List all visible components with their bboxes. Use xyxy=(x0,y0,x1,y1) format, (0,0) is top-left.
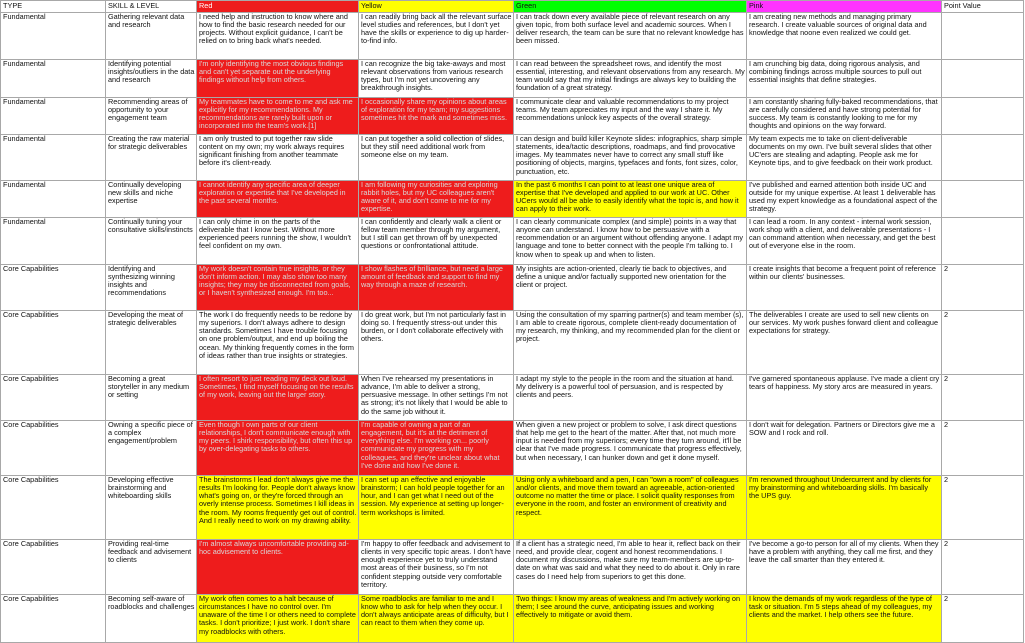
cell-type[interactable] xyxy=(1,421,106,476)
cell-skill[interactable] xyxy=(106,13,197,60)
cell-type[interactable] xyxy=(1,311,106,375)
cell-skill-text: Identifying potential insights/outliers in the data and research xyxy=(108,59,195,85)
cell-pink-text: I create insights that become a frequent point of reference within our clients' businesses. xyxy=(749,264,936,282)
cell-red[interactable] xyxy=(197,60,359,98)
cell-yellow[interactable] xyxy=(359,476,514,540)
cell-points[interactable] xyxy=(942,60,1024,98)
cell-skill[interactable] xyxy=(106,375,197,421)
cell-green[interactable] xyxy=(514,421,747,476)
cell-yellow-text: I'm happy to offer feedback and advisement to clients in very specific topic areas. I don't have enough experience yet to truly understand most areas of their business, so I'm not confident stepping outside very comfortable territory. xyxy=(361,539,511,589)
cell-skill[interactable] xyxy=(106,98,197,135)
cell-type[interactable] xyxy=(1,595,106,643)
cell-skill[interactable] xyxy=(106,181,197,218)
cell-green[interactable] xyxy=(514,311,747,375)
cell-points-text: 2 xyxy=(944,264,949,273)
cell-red-text: I often resort to just reading my deck out loud. Sometimes, I find myself focusing on the results of my work, leaving out the larger story. xyxy=(199,374,354,400)
cell-pink[interactable] xyxy=(747,540,942,595)
cell-green-text: I can clearly communicate complex (and simple) points in a way that anyone can understand. I know how to be persuasive with a recommendation or an argument without offending anyone. I adapt my language and tone to better connect with the people I'm talking to. I know when to speak up and when to listen. xyxy=(516,217,744,259)
cell-red-text: The brainstorms I lead don't always give me the results I'm looking for. People don't always know what's going on, or they're forced through an overly intense process. Sometimes I kill ideas in the room. My rooms frequently get out of control. And I really need to work on my drawing ability. xyxy=(199,475,357,525)
cell-pink-text: The deliverables I create are used to sell new clients on our services. My work pushes forward client and colleague expectations for strategy. xyxy=(749,310,938,336)
cell-type-text: Core Capabilities xyxy=(3,539,59,548)
cell-skill-text: Becoming self-aware of roadblocks and challenges xyxy=(108,594,195,612)
cell-green-text: I can track down every available piece of relevant research on any given topic, from both surface level and academic sources. When I deliver research, the team can be sure that no relevant knowledge has been missed. xyxy=(516,12,744,46)
cell-red-text: I need help and instruction to know where and how to find the basic research needed for our projects. Without explicit guidance, I can't be relied on to bring back what's needed. xyxy=(199,12,348,46)
cell-pink[interactable] xyxy=(747,421,942,476)
cell-yellow[interactable] xyxy=(359,311,514,375)
cell-type[interactable] xyxy=(1,265,106,311)
cell-pink-text: I'm renowned throughout Undercurrent and by clients for my brainstorming and whiteboarding skills. I'm basically the UPS guy. xyxy=(749,475,932,501)
cell-red-text: I'm almost always uncomfortable providing ad-hoc advisement to clients. xyxy=(199,539,349,557)
cell-red-text: My teammates have to come to me and ask me explicitly for my recommendations. My recommendations are rarely built upon or incorporated into the team's work.[1] xyxy=(199,97,353,131)
cell-green-text: I can read between the spreadsheet rows, and identify the most essential, interesting, and relevant observations from any research. My team would say that my initial findings are always key to building the foundation of a great strategy. xyxy=(516,59,745,93)
cell-red[interactable] xyxy=(197,265,359,311)
table-row xyxy=(1,595,1024,643)
cell-type-text: Core Capabilities xyxy=(3,264,59,273)
cell-pink-text: I can lead a room. In any context - internal work session, work shop with a client, and deliverable presentations - I can command attention when necessary, and get the best out of everyone else in the room. xyxy=(749,217,936,251)
cell-skill-text: Continually developing new skills and niche expertise xyxy=(108,180,182,206)
cell-green[interactable] xyxy=(514,98,747,135)
cell-yellow[interactable] xyxy=(359,181,514,218)
cell-red[interactable] xyxy=(197,476,359,540)
table-row xyxy=(1,476,1024,540)
cell-pink-text: I've garnered spontaneous applause. I've made a client cry tears of happiness. My story arcs are measured in years. xyxy=(749,374,940,392)
cell-points[interactable] xyxy=(942,375,1024,421)
cell-skill[interactable] xyxy=(106,135,197,181)
cell-skill[interactable] xyxy=(106,311,197,375)
cell-green[interactable] xyxy=(514,60,747,98)
cell-yellow-text: I'm capable of owning a part of an engagement, but it's at the detriment of everything else. I'm working on... poorly communicate my progress with my colleagues, and they're unclear about what I've done and how I've done it. xyxy=(361,420,500,470)
cell-green[interactable] xyxy=(514,13,747,60)
cell-yellow-text: I can confidently and clearly walk a client or fellow team member through my argument, but I still can get thrown off by unexpected questions or confrontational attitude. xyxy=(361,217,502,251)
cell-pink[interactable] xyxy=(747,60,942,98)
cell-points-text: 2 xyxy=(944,475,949,484)
cell-type-text: Core Capabilities xyxy=(3,420,59,429)
cell-type[interactable] xyxy=(1,181,106,218)
cell-type[interactable] xyxy=(1,218,106,265)
cell-type-text: Fundamental xyxy=(3,59,46,68)
header-point-value[interactable]: Point Value xyxy=(942,1,1024,13)
cell-green[interactable] xyxy=(514,218,747,265)
cell-pink-text: I am crunching big data, doing rigorous analysis, and combining findings across multiple sources to pull out essential insights that define strategies. xyxy=(749,59,922,85)
cell-green[interactable] xyxy=(514,265,747,311)
cell-points[interactable] xyxy=(942,540,1024,595)
cell-skill[interactable] xyxy=(106,540,197,595)
cell-type[interactable] xyxy=(1,375,106,421)
cell-points[interactable] xyxy=(942,421,1024,476)
cell-type-text: Core Capabilities xyxy=(3,310,59,319)
cell-skill-text: Continually tuning your consultative skills/instincts xyxy=(108,217,193,235)
cell-pink[interactable] xyxy=(747,265,942,311)
cell-points-text: 2 xyxy=(944,310,949,319)
cell-pink[interactable] xyxy=(747,181,942,218)
table-row xyxy=(1,135,1024,181)
cell-yellow-text: I am following my curiosities and exploring rabbit holes, but my UC colleagues aren't aware of it, and don't come to me for my expertise. xyxy=(361,180,498,214)
cell-yellow[interactable] xyxy=(359,595,514,643)
rubric-body xyxy=(1,13,1024,643)
cell-yellow[interactable] xyxy=(359,13,514,60)
cell-pink[interactable] xyxy=(747,98,942,135)
cell-skill-text: Gathering relevant data and research xyxy=(108,12,185,30)
cell-yellow[interactable] xyxy=(359,60,514,98)
cell-type[interactable] xyxy=(1,476,106,540)
cell-points-text: 2 xyxy=(944,539,949,548)
cell-pink-text: I've become a go-to person for all of my clients. When they have a problem with anything, they call me first, and they leave the call smarter than they entered it. xyxy=(749,539,939,565)
cell-yellow-text: When I've rehearsed my presentations in advance, I'm able to deliver a strong, persuasive message. In other settings I'm not as strong; it's not likely that I would be able to do the same job without it. xyxy=(361,374,508,416)
cell-type-text: Core Capabilities xyxy=(3,475,59,484)
header-skill-level[interactable]: SKILL & LEVEL xyxy=(106,1,197,13)
cell-skill[interactable] xyxy=(106,60,197,98)
cell-yellow-text: Some roadblocks are familiar to me and I know who to ask for help when they occur. I don't always anticipate areas of difficulty, but I can react to them when they come up. xyxy=(361,594,509,628)
table-row xyxy=(1,540,1024,595)
cell-green-text: I communicate clear and valuable recommendations to my project teams. My team appreciates my input and the way I share it. My recommendations unlock key aspects of the overall strategy. xyxy=(516,97,729,123)
header-type[interactable]: TYPE xyxy=(1,1,106,13)
cell-yellow-text: I occasionally share my opinions about areas of exploration for my team; my suggestions sometimes hit the mark and sometimes miss. xyxy=(361,97,507,123)
cell-green-text: When given a new project or problem to solve, I ask direct questions that help me get to the heart of the matter. After that, not much more input is needed from my superiors; every time they turn around, it'll be clear that I've made progress. I communicate that progress effectively, but when necessary, I can hunker down and get it done myself. xyxy=(516,420,742,462)
cell-yellow-text: I can readily bring back all the relevant surface level studies and references, but I don't yet have the skills or experience to dig up harder-to-find info. xyxy=(361,12,512,46)
cell-points[interactable] xyxy=(942,595,1024,643)
cell-skill[interactable] xyxy=(106,421,197,476)
cell-red[interactable] xyxy=(197,311,359,375)
cell-points[interactable] xyxy=(942,13,1024,60)
cell-pink-text: I am creating new methods and managing primary research. I create valuable sources of original data and knowledge that noone even realized we could get. xyxy=(749,12,927,38)
cell-green[interactable] xyxy=(514,181,747,218)
cell-points[interactable] xyxy=(942,265,1024,311)
cell-points[interactable] xyxy=(942,98,1024,135)
cell-green[interactable] xyxy=(514,135,747,181)
cell-skill[interactable] xyxy=(106,218,197,265)
cell-skill-text: Creating the raw material for strategic deliverables xyxy=(108,134,190,152)
cell-red[interactable] xyxy=(197,181,359,218)
cell-pink[interactable] xyxy=(747,218,942,265)
cell-yellow-text: I can set up an effective and enjoyable brainstorm; I can hold people together for an hour, and I can get what I need out of the session. My experience at setting up longer-term workshops is limited. xyxy=(361,475,505,517)
cell-type-text: Fundamental xyxy=(3,180,46,189)
cell-type[interactable] xyxy=(1,135,106,181)
cell-skill-text: Identifying and synthesizing winning insights and recommendations xyxy=(108,264,175,298)
cell-green-text: My insights are action-oriented, clearly tie back to objectives, and define a unique and/or factually supported new orientation for the client or project. xyxy=(516,264,727,290)
cell-red-text: My work often comes to a halt because of circumstances I have no control over. I'm unaware of the time I or others need to complete tasks. I don't prioritize; I just work. I don't share my roadblocks with others. xyxy=(199,594,356,636)
cell-red[interactable] xyxy=(197,135,359,181)
table-row xyxy=(1,421,1024,476)
cell-yellow-text: I can recognize the big take-aways and most relevant observations from various research types, but I'm not yet uncovering any breakthrough insights. xyxy=(361,59,506,93)
cell-type-text: Core Capabilities xyxy=(3,594,59,603)
cell-green-text: I adapt my style to the people in the room and the situation at hand. My delivery is a powerful tool of persuasion, and is respected by clients and peers. xyxy=(516,374,734,400)
cell-type-text: Fundamental xyxy=(3,12,46,21)
header-green[interactable]: Green xyxy=(514,1,747,13)
cell-skill-text: Becoming a great storyteller in any medium or setting xyxy=(108,374,190,400)
cell-skill[interactable] xyxy=(106,595,197,643)
cell-yellow[interactable] xyxy=(359,540,514,595)
cell-skill-text: Owning a specific piece of a complex engagement/problem xyxy=(108,420,193,446)
cell-yellow-text: I show flashes of brilliance, but need a large amount of feedback and support to find my way through a maze of research. xyxy=(361,264,503,290)
cell-type-text: Core Capabilities xyxy=(3,374,59,383)
cell-green[interactable] xyxy=(514,595,747,643)
cell-points-text: 2 xyxy=(944,374,949,383)
cell-red-text: I cannot identify any specific area of deeper exploration or expertise that I've developed in the past several months. xyxy=(199,180,346,206)
cell-red[interactable] xyxy=(197,218,359,265)
table-row xyxy=(1,265,1024,311)
cell-points[interactable] xyxy=(942,311,1024,375)
cell-green-text: Using the consultation of my sparring partner(s) and team member (s), I am able to create rigorous, complete client-ready documentation of my research, my thinking, and my recommended plan for the client or project. xyxy=(516,310,744,344)
cell-green[interactable] xyxy=(514,375,747,421)
cell-yellow[interactable] xyxy=(359,375,514,421)
cell-type[interactable] xyxy=(1,60,106,98)
cell-red-text: Even though I own parts of our client relationships, I don't communicate enough with my peers. I shirk responsibility, but often this up by over-delegating tasks to others. xyxy=(199,420,353,454)
table-row xyxy=(1,13,1024,60)
cell-pink[interactable] xyxy=(747,595,942,643)
cell-type-text: Fundamental xyxy=(3,217,46,226)
cell-yellow-text: I do great work, but I'm not particularly fast in doing so. I frequently stress-out under this burden, or I don't collaborate effectively with others. xyxy=(361,310,506,344)
cell-pink-text: I don't wait for delegation. Partners or Directors give me a SOW and I rock and roll. xyxy=(749,420,935,438)
header-pink[interactable]: Pink xyxy=(747,1,942,13)
cell-red-text: The work I do frequently needs to be redone by my superiors. I don't always adhere to design standards. Sometimes I have trouble focusing on one problem/output, and end up boiling the ocean. My thinking frequently comes in the form of ideas rather than true insights or strategies. xyxy=(199,310,354,360)
cell-pink[interactable] xyxy=(747,311,942,375)
cell-points[interactable] xyxy=(942,135,1024,181)
cell-yellow[interactable] xyxy=(359,135,514,181)
cell-type-text: Fundamental xyxy=(3,97,46,106)
cell-red[interactable] xyxy=(197,98,359,135)
cell-red-text: I am only trusted to put together raw slide content on my own; my work always requires significant finishing from another teammate before it's client-ready. xyxy=(199,134,345,168)
cell-yellow[interactable] xyxy=(359,265,514,311)
table-row xyxy=(1,98,1024,135)
cell-points-text: 2 xyxy=(944,594,949,603)
cell-skill[interactable] xyxy=(106,476,197,540)
cell-green-text: If a client has a strategic need, I'm able to hear it, reflect back on their need, and provide clear, cogent and honest recommendations. I document my discussions, make sure my team-members are up-to-date on what was said and what they need to do about it. Only in rare cases do I need help from superiors to get this done. xyxy=(516,539,741,581)
cell-green-text: In the past 6 months I can point to at least one unique area of expertise that I've developed and applied to our work at UC. Other UCers would all be able to easily identify what the topic is, and how it can apply to their work. xyxy=(516,180,739,214)
cell-pink[interactable] xyxy=(747,13,942,60)
cell-pink-text: I am constantly sharing fully-baked recommendations, that are carefully considered and have strong potential for success. My team is constantly looking to me for my thoughts and opinions on the way forward. xyxy=(749,97,938,131)
header-red[interactable]: Red xyxy=(197,1,359,13)
cell-red[interactable] xyxy=(197,421,359,476)
cell-points[interactable] xyxy=(942,181,1024,218)
cell-yellow-text: I can put together a solid collection of slides, but they still need additional work from someone else on my team. xyxy=(361,134,505,160)
cell-pink[interactable] xyxy=(747,476,942,540)
cell-red[interactable] xyxy=(197,375,359,421)
cell-yellow[interactable] xyxy=(359,98,514,135)
cell-pink[interactable] xyxy=(747,135,942,181)
cell-type-text: Fundamental xyxy=(3,134,46,143)
cell-pink-text: My team expects me to take on client-deliverable documents on my own. I've built several slides that other UC'ers are stealing and adapting. People ask me for Keynote tips, and to give feedback on their work product. xyxy=(749,134,933,168)
cell-green[interactable] xyxy=(514,540,747,595)
cell-red-text: I'm only identifying the most obvious findings and can't yet separate out the underlying findings without help from others. xyxy=(199,59,344,85)
cell-green-text: I can design and build killer Keynote slides: infographics, sharp simple statements, idea/tactic descriptions, roadmaps, and find provocative images. My teammates never have to correct any small stuff like positioning of objects, margins, typefaces and fonts, font sizes, color, punctuation, etc. xyxy=(516,134,743,176)
table-row xyxy=(1,375,1024,421)
cell-points[interactable] xyxy=(942,476,1024,540)
cell-red[interactable] xyxy=(197,540,359,595)
cell-green[interactable] xyxy=(514,476,747,540)
header-yellow[interactable]: Yellow xyxy=(359,1,514,13)
cell-skill-text: Recommending areas of opportunity to your engagement team xyxy=(108,97,188,123)
table-row xyxy=(1,60,1024,98)
cell-red[interactable] xyxy=(197,595,359,643)
cell-skill-text: Developing effective brainstorming and whiteboarding skills xyxy=(108,475,174,501)
cell-skill-text: Providing real-time feedback and advisement to clients xyxy=(108,539,192,565)
cell-red[interactable] xyxy=(197,13,359,60)
cell-type[interactable] xyxy=(1,13,106,60)
cell-pink[interactable] xyxy=(747,375,942,421)
cell-skill-text: Developing the meat of strategic deliverables xyxy=(108,310,184,328)
cell-skill[interactable] xyxy=(106,265,197,311)
cell-points-text: 2 xyxy=(944,420,949,429)
table-row xyxy=(1,311,1024,375)
cell-yellow[interactable] xyxy=(359,421,514,476)
cell-red-text: I can only chime in on the parts of the deliverable that I know best. Without more experienced peers running the show, I wouldn't feel confident on my own. xyxy=(199,217,351,251)
table-row xyxy=(1,181,1024,218)
cell-points[interactable] xyxy=(942,218,1024,265)
table-row xyxy=(1,218,1024,265)
cell-yellow[interactable] xyxy=(359,218,514,265)
cell-green-text: Using only a whiteboard and a pen, I can "own a room" of colleagues and/or clients, and move them toward an agreeable, action-oriented outcome no matter the time or place. I solicit quality responses from everyone in the room, and foster an environment of creativity and respect. xyxy=(516,475,739,517)
cell-type[interactable] xyxy=(1,540,106,595)
cell-green-text: Two things: I know my areas of weakness and I'm actively working on them; I see around the curve, anticipating issues and working effectively to mitigate or avoid them. xyxy=(516,594,741,620)
header-row xyxy=(1,1,1024,13)
cell-pink-text: I've published and earned attention both inside UC and outside for my unique expertise. At least 1 deliverable has used my expert knowledge as a foundational aspect of the strategy. xyxy=(749,180,938,214)
cell-type[interactable] xyxy=(1,98,106,135)
cell-red-text: My work doesn't contain true insights, or they don't inform action. I may also show too many insights; they may be disconnected from goals, or I haven't synthesized enough. I'm too... xyxy=(199,264,351,298)
cell-pink-text: I know the demands of my work regardless of the type of task or situation. I'm 5 steps ahead of my colleagues, my clients and the market. I help others see the future. xyxy=(749,594,933,620)
